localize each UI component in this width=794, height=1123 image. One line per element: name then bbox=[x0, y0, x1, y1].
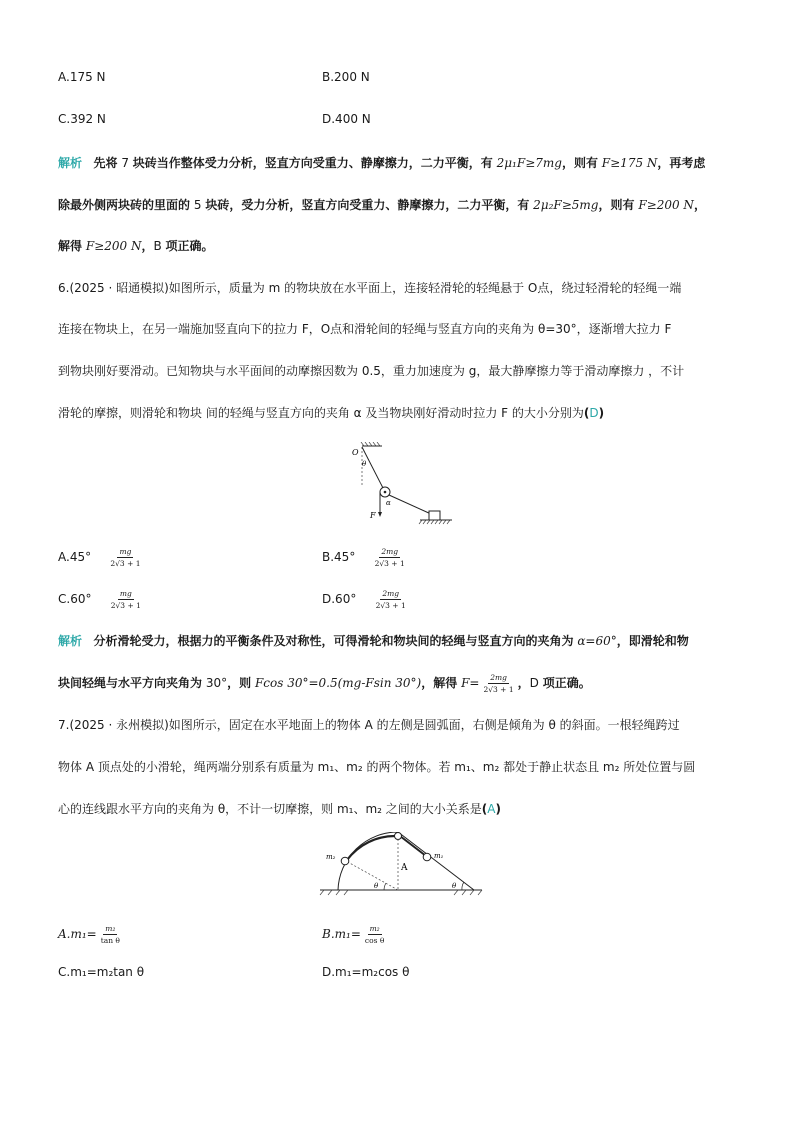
label-theta-incline: θ bbox=[452, 882, 457, 890]
q7-arc-incline-figure bbox=[318, 832, 484, 898]
numerator: m₂ bbox=[369, 924, 380, 933]
formula: Fcos 30°=0.5(mg-Fsin 30°) bbox=[254, 676, 422, 690]
q5-solution-line2 bbox=[58, 196, 706, 213]
q7-stem-line1: 7.(2025 · 永州模拟)如图所示，固定在水平地面上的物体 A 的左侧是圆弧面，右侧是倾角为 θ 的斜面。一根轻绳跨过 bbox=[58, 718, 680, 732]
numerator: 2mg bbox=[381, 547, 399, 556]
denominator: 2√3 + 1 bbox=[110, 601, 141, 610]
formula: F≥175 N bbox=[601, 156, 658, 170]
analysis-tag: 解析 bbox=[58, 634, 83, 648]
solution-text: ， bbox=[693, 198, 706, 212]
fraction bbox=[373, 547, 407, 568]
label-o: O bbox=[352, 448, 359, 457]
option-label: B.45° bbox=[322, 550, 356, 564]
label-m2: m₂ bbox=[326, 853, 336, 861]
solution-text: 除最外侧两块砖的里面的 bbox=[58, 198, 191, 212]
solution-text: 5 bbox=[193, 198, 202, 212]
option-label: A.m₁= bbox=[58, 927, 97, 941]
q6-solution-line2 bbox=[58, 673, 591, 694]
fraction bbox=[108, 547, 142, 568]
solution-text: ，即滑轮和物 bbox=[616, 634, 689, 648]
solution-text: ，解得 bbox=[421, 676, 458, 690]
analysis-tag: 解析 bbox=[58, 156, 83, 170]
solution-text: B bbox=[153, 239, 162, 253]
formula: F≥200 N bbox=[85, 239, 142, 253]
label-a: A bbox=[401, 863, 408, 873]
denominator: 2√3 + 1 bbox=[483, 685, 514, 694]
q6-option-b bbox=[322, 547, 409, 568]
numerator: 2mg bbox=[382, 589, 400, 598]
fraction bbox=[481, 673, 515, 694]
denominator: cos θ bbox=[364, 936, 385, 945]
q6-stem-line1: 6.(2025 · 昭通模拟)如图所示，质量为 m 的物块放在水平面上，连接轻滑轮的轻绳悬于 O点，绕过轻滑轮的轻绳一端 bbox=[58, 281, 682, 295]
denominator: 2√3 + 1 bbox=[374, 559, 405, 568]
fraction bbox=[363, 924, 386, 945]
answer-letter: A bbox=[487, 802, 496, 816]
label-theta: θ bbox=[362, 460, 367, 468]
numerator: m₂ bbox=[105, 924, 116, 933]
answer-paren: ( bbox=[583, 406, 590, 420]
numerator: mg bbox=[119, 547, 132, 556]
q5-solution-line3 bbox=[58, 237, 214, 254]
solution-text: 项正确。 bbox=[542, 676, 591, 690]
label-m1: m₁ bbox=[434, 852, 444, 860]
solution-text: 块砖，受力分析，竖直方向受重力、静摩擦力，二力平衡，有 bbox=[205, 198, 530, 212]
solution-text: 7 bbox=[121, 156, 129, 170]
solution-text: 项正确。 bbox=[165, 239, 214, 253]
option-label: D.60° bbox=[322, 592, 357, 606]
answer-paren: ) bbox=[598, 406, 605, 420]
fraction bbox=[99, 924, 122, 945]
numerator: mg bbox=[119, 589, 132, 598]
solution-text: 分析滑轮受力，根据力的平衡条件及对称性，可得滑轮和物块间的轻绳与竖直方向的夹角为 bbox=[93, 634, 574, 648]
q6-stem-line4 bbox=[58, 404, 604, 421]
q7-stem-line3 bbox=[58, 800, 501, 817]
q5-option-b: B.200 N bbox=[322, 70, 370, 84]
q5-option-c: C.392 N bbox=[58, 112, 106, 126]
q7-option-d: D.m₁=m₂cos θ bbox=[322, 965, 410, 979]
stem-text: 心的连线跟水平方向的夹角为 θ，不计一切摩擦，则 m₁、m₂ 之间的大小关系是 bbox=[58, 802, 482, 816]
solution-text: ， bbox=[141, 239, 154, 253]
fraction bbox=[374, 589, 408, 610]
solution-text: ，则有 bbox=[598, 198, 635, 212]
q5-solution-line1 bbox=[58, 154, 705, 171]
q7-stem-line2: 物体 A 顶点处的小滑轮，绳两端分别系有质量为 m₁、m₂ 的两个物体。若 m₁、m₂ 都处于静止状态且 m₂ 所处位置与圆 bbox=[58, 760, 696, 774]
solution-text: ，再考虑 bbox=[657, 156, 706, 170]
solution-text: ， bbox=[517, 676, 530, 690]
formula: 2μ₂F≥5mg bbox=[533, 198, 599, 212]
formula: α=60° bbox=[577, 634, 617, 648]
solution-text: D bbox=[529, 676, 539, 690]
q6-stem-line3: 到物块刚好要滑动。已知物块与水平面间的动摩擦因数为 0.5，重力加速度为 g，最大静摩擦力等于滑动摩擦力 ，不计 bbox=[58, 364, 685, 378]
option-label: A.45° bbox=[58, 550, 92, 564]
q6-option-d bbox=[322, 589, 410, 610]
option-label: B.m₁= bbox=[322, 927, 361, 941]
q5-option-a: A.175 N bbox=[58, 70, 106, 84]
denominator: tan θ bbox=[100, 936, 120, 945]
fraction bbox=[109, 589, 143, 610]
denominator: 2√3 + 1 bbox=[110, 559, 141, 568]
label-f: F bbox=[370, 511, 376, 520]
q7-option-c: C.m₁=m₂tan θ bbox=[58, 965, 145, 979]
q6-pulley-figure bbox=[340, 442, 460, 526]
solution-text: 块间轻绳与水平方向夹角为 bbox=[58, 676, 203, 690]
formula: 2μ₁F≥7mg bbox=[496, 156, 562, 170]
q6-option-a bbox=[58, 547, 145, 568]
q6-solution-line1 bbox=[58, 632, 689, 649]
answer-paren: ) bbox=[495, 802, 501, 816]
solution-text: 解得 bbox=[58, 239, 83, 253]
stem-text: 滑轮的摩擦，则滑轮和物块 间的轻绳与竖直方向的夹角 α 及当物块刚好滑动时拉力 F 的大小分别为 bbox=[58, 406, 584, 420]
denominator: 2√3 + 1 bbox=[375, 601, 406, 610]
solution-text: 30° bbox=[205, 676, 228, 690]
formula: F≥200 N bbox=[638, 198, 694, 212]
q7-option-a bbox=[58, 924, 124, 945]
q6-option-c bbox=[58, 589, 145, 610]
solution-text: ，则有 bbox=[561, 156, 598, 170]
option-label: C.60° bbox=[58, 592, 92, 606]
label-theta-arc: θ bbox=[374, 882, 379, 890]
q6-stem-line2: 连接在物块上，在另一端施加竖直向下的拉力 F，O点和滑轮间的轻绳与竖直方向的夹角为 θ=30°，逐渐增大拉力 F bbox=[58, 322, 672, 336]
label-alpha: α bbox=[386, 499, 391, 507]
formula: F= bbox=[461, 676, 480, 690]
solution-text: ，则 bbox=[227, 676, 252, 690]
answer-paren: ( bbox=[481, 802, 488, 816]
q5-option-d: D.400 N bbox=[322, 112, 371, 126]
solution-text: 块砖当作整体受力分析，竖直方向受重力、静摩擦力，二力平衡，有 bbox=[132, 156, 493, 170]
answer-letter: D bbox=[589, 406, 599, 420]
q7-option-b bbox=[322, 924, 388, 945]
solution-text: 先将 bbox=[93, 156, 118, 170]
numerator: 2mg bbox=[490, 673, 507, 682]
